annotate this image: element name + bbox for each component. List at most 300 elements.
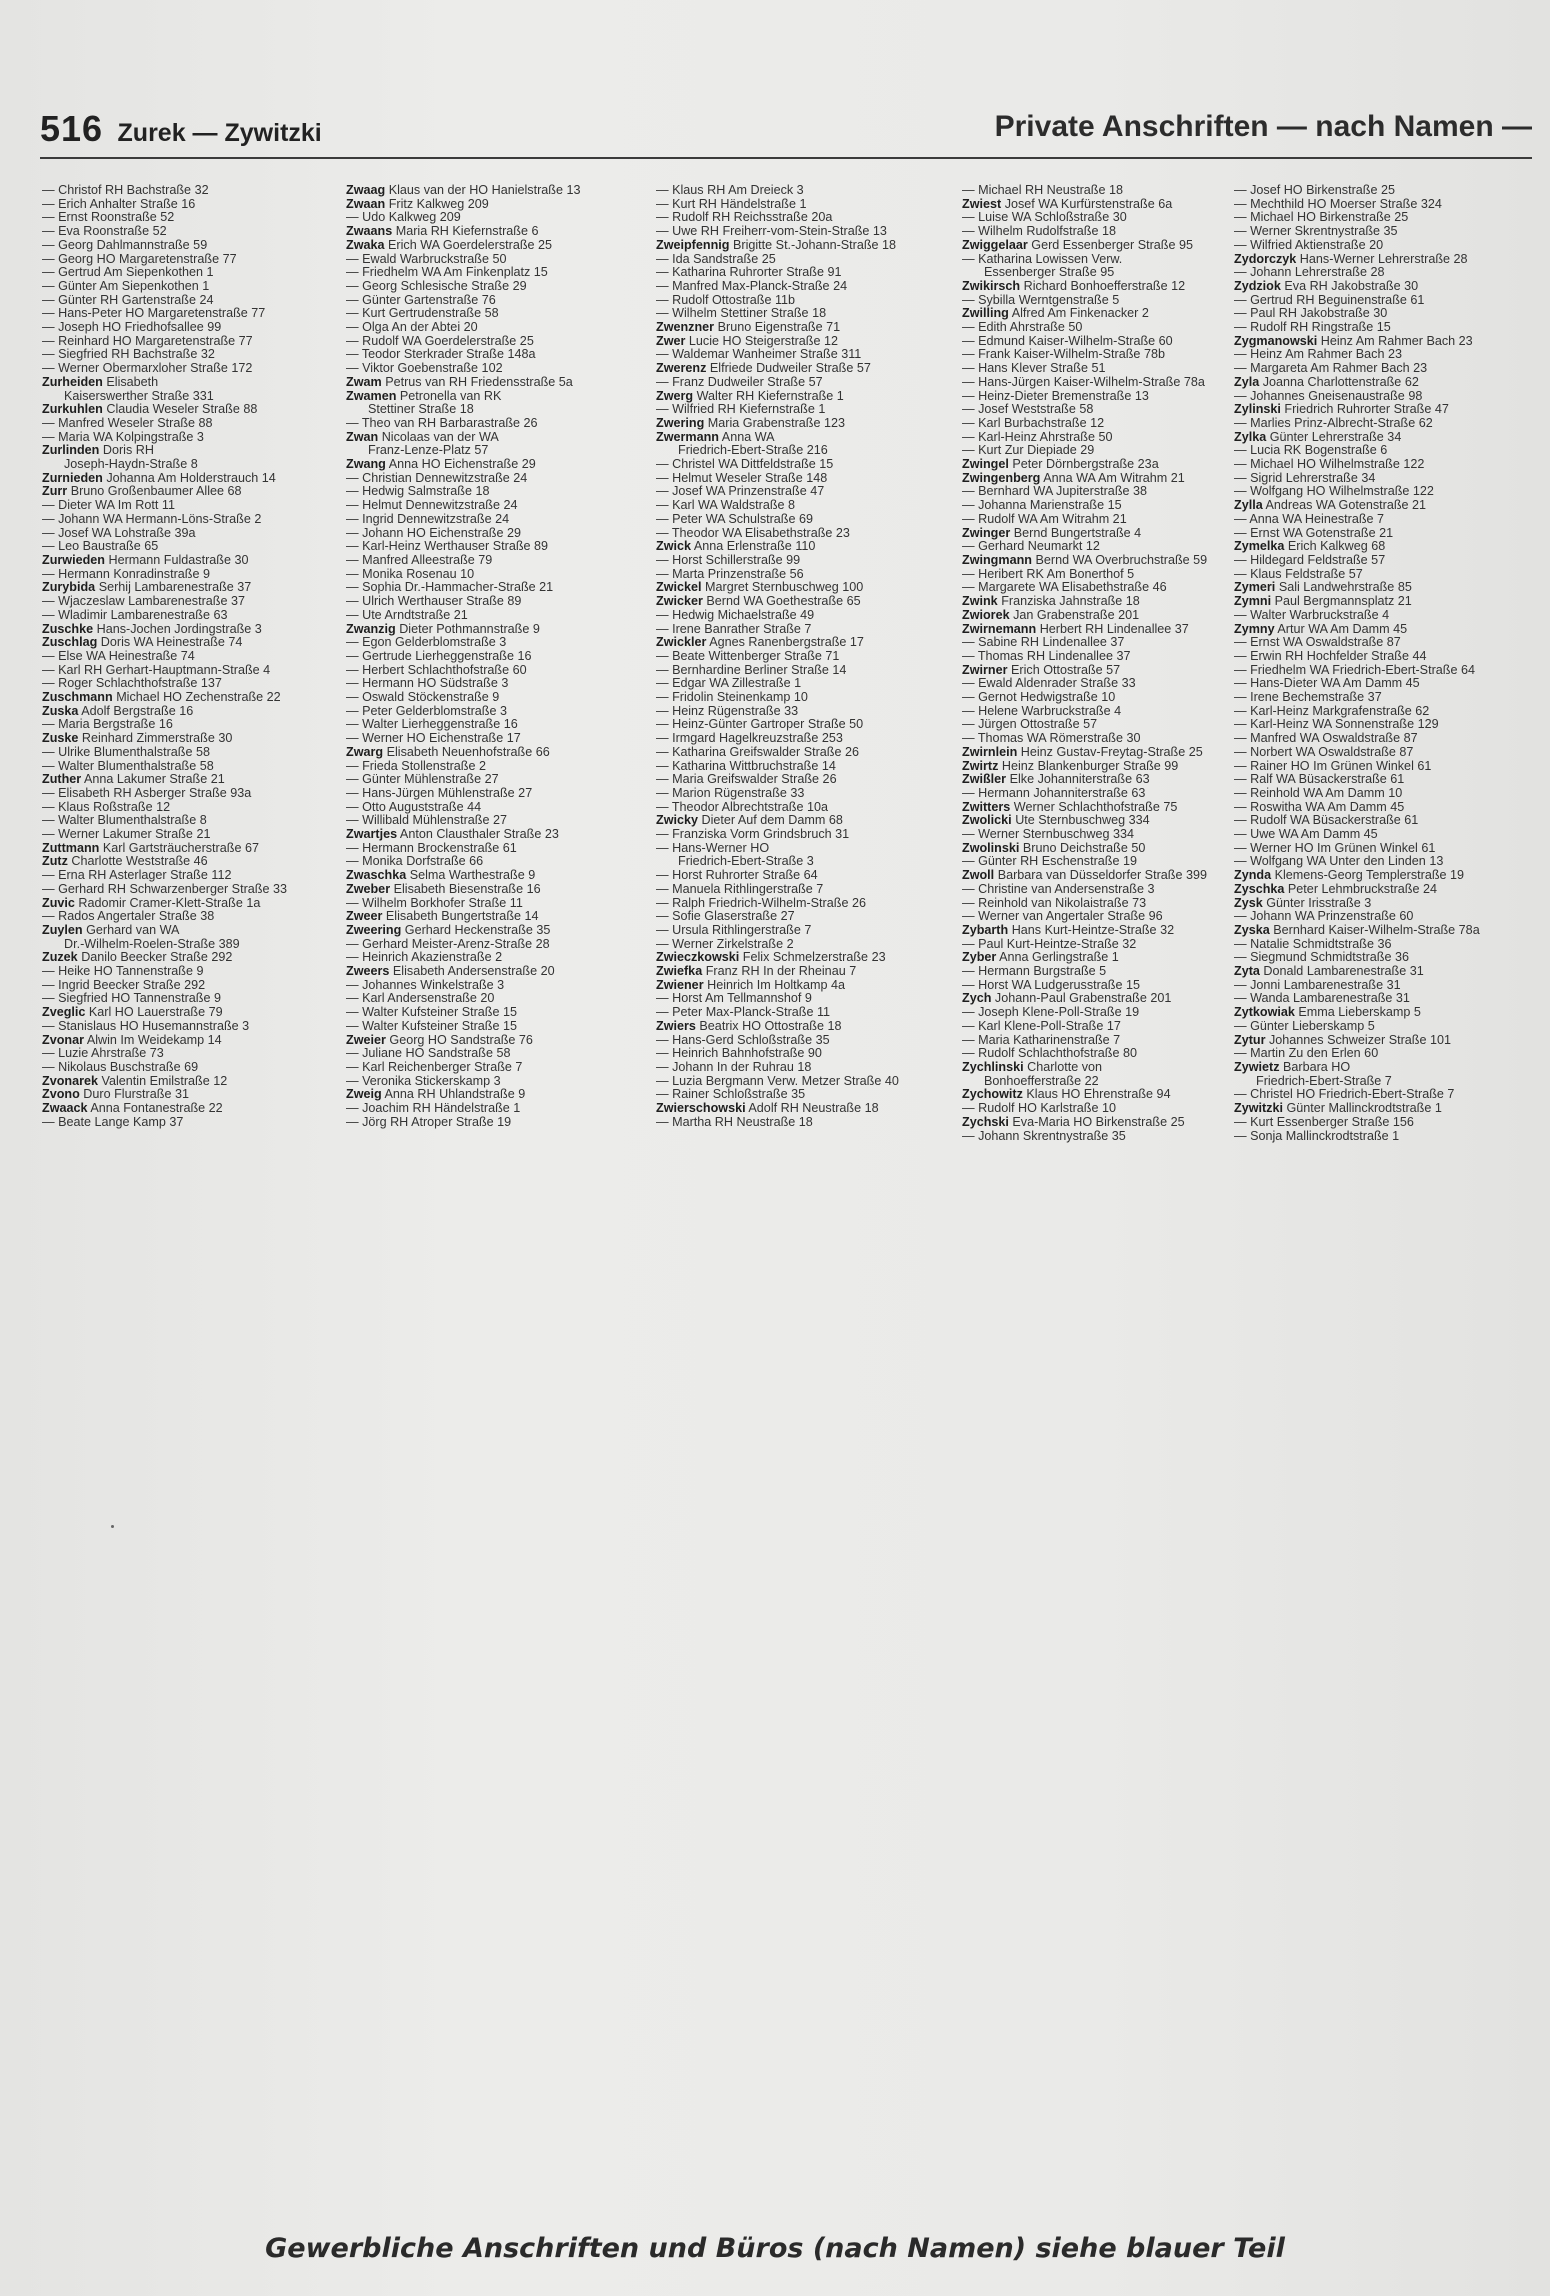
entry-text: Klaus HO Ehrenstraße 94: [1026, 1088, 1171, 1102]
surname-entry: [346, 376, 646, 390]
entry-text: — Udo Kalkweg 209: [346, 211, 461, 225]
entry-text: Franz RH In der Rheinau 7: [705, 965, 857, 979]
entry-text: — Ewald Aldenrader Straße 33: [962, 677, 1136, 691]
entry-text: Elisabeth Biesenstraße 16: [393, 882, 541, 896]
entry-text: Walter RH Kiefernstraße 1: [696, 389, 844, 403]
entry-text: Friedrich Ruhrorter Straße 47: [1284, 403, 1449, 417]
list-item: [656, 897, 956, 911]
entry-text: — Frieda Stollenstraße 2: [346, 759, 486, 773]
entry-text: — Bernhard WA Jupiterstraße 38: [962, 485, 1148, 499]
list-item: [1234, 1075, 1546, 1089]
entry-text: — Klaus Roßstraße 12: [42, 800, 171, 814]
list-item: [346, 417, 646, 431]
surname: Zwaack: [42, 1102, 88, 1116]
entry-text: — Sofie Glaserstraße 27: [656, 910, 795, 924]
list-item: [42, 1116, 342, 1130]
entry-text: Werner Schlachthofstraße 75: [1013, 800, 1178, 814]
list-item: [346, 1061, 646, 1075]
entry-text: — Gerhard Meister-Arenz-Straße 28: [346, 937, 550, 951]
surname: Zygmanowski: [1234, 334, 1318, 348]
list-item: [962, 253, 1262, 267]
entry-text: — Luzia Bergmann Verw. Metzer Straße 40: [656, 1074, 899, 1088]
list-item: [346, 444, 646, 458]
entry-text: — Mechthild HO Moerser Straße 324: [1234, 197, 1442, 211]
surname-entry: [42, 1006, 342, 1020]
entry-text: Barbara van Düsseldorfer Straße 399: [997, 869, 1207, 883]
entry-text: — Ida Sandstraße 25: [656, 252, 776, 266]
entry-text: — Thomas RH Lindenallee 37: [962, 649, 1131, 663]
surname-entry: [962, 842, 1262, 856]
entry-text: — Rudolf WA Am Witrahm 21: [962, 512, 1127, 526]
entry-text: — Maria Bergstraße 16: [42, 718, 173, 732]
entry-text: Anna WA: [721, 430, 775, 444]
entry-text: Franziska Jahnstraße 18: [1001, 595, 1140, 609]
list-item: [1234, 609, 1546, 623]
entry-text: — Walter Blumenthalstraße 58: [42, 759, 214, 773]
list-item: [346, 842, 646, 856]
entry-text: — Ingrid Dennewitzstraße 24: [346, 512, 510, 526]
surname: Zwicker: [656, 595, 703, 609]
surname-entry: [656, 335, 956, 349]
list-item: [962, 403, 1262, 417]
list-item: [962, 1020, 1262, 1034]
surname-entry: [346, 1088, 646, 1102]
list-item: [42, 787, 342, 801]
surname: Zwaans: [346, 225, 393, 239]
surname: Zytur: [1234, 1033, 1266, 1047]
entry-text: — Irmgard Hagelkreuzstraße 253: [656, 732, 843, 746]
list-item: [656, 458, 956, 472]
surname: Zwenzner: [656, 321, 715, 335]
entry-text: — Heinz-Dieter Bremenstraße 13: [962, 389, 1149, 403]
surname: Zwaan: [346, 197, 386, 211]
entry-text: — Walter Kufsteiner Straße 15: [346, 1006, 518, 1020]
list-item: [42, 335, 342, 349]
list-item: [1234, 760, 1546, 774]
list-item: [656, 828, 956, 842]
surname-entry: [1234, 869, 1546, 883]
entry-text: — Uwe WA Am Damm 45: [1234, 828, 1378, 842]
surname-entry: [656, 581, 956, 595]
entry-text: — Manfred Weseler Straße 88: [42, 416, 213, 430]
list-item: [656, 910, 956, 924]
entry-text: — Anna WA Heinestraße 7: [1234, 512, 1385, 526]
surname: Zweier: [346, 1033, 386, 1047]
surname-entry: [42, 924, 342, 938]
list-item: [1234, 664, 1546, 678]
list-item: [346, 691, 646, 705]
list-item: [962, 568, 1262, 582]
entry-text: — Egon Gelderblomstraße 3: [346, 636, 507, 650]
entry-text: — Ursula Rithlingerstraße 7: [656, 923, 812, 937]
entry-text: Anna RH Uhlandstraße 9: [384, 1088, 526, 1102]
surname: Zywietz: [1234, 1061, 1280, 1074]
entry-text: — Sybilla Werntgenstraße 5: [962, 293, 1120, 307]
surname-entry: [42, 581, 342, 595]
entry-text: — Georg Dahlmannstraße 59: [42, 238, 208, 252]
list-item: [346, 568, 646, 582]
surname-entry: [656, 1020, 956, 1034]
entry-text: Radomir Cramer-Klett-Straße 1a: [78, 896, 261, 910]
list-item: [42, 198, 342, 212]
entry-text: Brigitte St.-Johann-Straße 18: [732, 238, 897, 252]
entry-text: Fritz Kalkweg 209: [388, 197, 489, 211]
list-item: [42, 595, 342, 609]
entry-text: Felix Schmelzerstraße 23: [742, 951, 886, 965]
list-item: [346, 718, 646, 732]
entry-text: — Heribert RK Am Bonerthof 5: [962, 567, 1135, 581]
list-item: [346, 513, 646, 527]
surname: Zwartjes: [346, 828, 398, 842]
surname-entry: [42, 951, 342, 965]
list-item: [962, 431, 1262, 445]
list-item: [1234, 650, 1546, 664]
entry-text: — Wilfried RH Kiefernstraße 1: [656, 403, 826, 417]
list-item: [656, 568, 956, 582]
entry-text: — Werner Lakumer Straße 21: [42, 828, 211, 842]
list-item: [346, 540, 646, 554]
surname-entry: [42, 554, 342, 568]
entry-text: — Martin Zu den Erlen 60: [1234, 1047, 1379, 1061]
list-item: [346, 472, 646, 486]
entry-text: — Werner HO Im Grünen Winkel 61: [1234, 841, 1436, 855]
entry-text: Essenberger Straße 95: [984, 266, 1115, 280]
surname: Zutz: [42, 855, 68, 869]
surname-entry: [346, 828, 646, 842]
list-item: [42, 1061, 342, 1075]
surname-entry: [346, 390, 646, 404]
entry-text: — Theodor Albrechtstraße 10a: [656, 800, 828, 814]
surname: Zurnieden: [42, 471, 103, 485]
surname: Zwolinski: [962, 841, 1020, 855]
surname: Zylinski: [1234, 403, 1281, 417]
list-item: [656, 376, 956, 390]
list-item: [346, 1116, 646, 1130]
entry-text: — Georg HO Margaretenstraße 77: [42, 252, 237, 266]
entry-text: — Edith Ahrstraße 50: [962, 321, 1083, 335]
list-item: [346, 855, 646, 869]
entry-text: Bonhoefferstraße 22: [984, 1074, 1099, 1088]
surname-entry: [1234, 581, 1546, 595]
entry-text: — Karl-Heinz Ahrstraße 50: [962, 430, 1113, 444]
surname: Zuzek: [42, 951, 78, 965]
entry-text: — Werner Sternbuschweg 334: [962, 828, 1134, 842]
entry-text: — Wilhelm Rudolfstraße 18: [962, 225, 1116, 239]
list-item: [656, 499, 956, 513]
entry-text: — Hans-Werner HO: [656, 841, 770, 855]
entry-text: Hans-Werner Lehrerstraße 28: [1299, 252, 1468, 266]
list-item: [42, 253, 342, 267]
list-item: [962, 294, 1262, 308]
entry-text: Josef WA Kurfürstenstraße 6a: [1004, 197, 1173, 211]
surname: Zurlinden: [42, 444, 100, 458]
list-item: [656, 1047, 956, 1061]
list-item: [42, 417, 342, 431]
entry-text: — Heinrich Akazienstraße 2: [346, 951, 503, 965]
surname-entry: [42, 485, 342, 499]
list-item: [656, 938, 956, 952]
surname-entry: [42, 897, 342, 911]
surname: Zvonar: [42, 1033, 84, 1047]
surname-entry: [1234, 924, 1546, 938]
entry-text: Margret Sternbuschweg 100: [705, 581, 864, 595]
entry-text: — Ernst WA Oswaldstraße 87: [1234, 636, 1401, 650]
column-2: [346, 184, 646, 1130]
surname: Zychski: [962, 1115, 1009, 1129]
list-item: [1234, 554, 1546, 568]
entry-text: — Werner Zirkelstraße 2: [656, 937, 794, 951]
entry-text: Jan Grabenstraße 201: [1013, 608, 1140, 622]
entry-text: Georg HO Sandstraße 76: [389, 1033, 533, 1047]
list-item: [42, 362, 342, 376]
surname-entry: [656, 321, 956, 335]
entry-text: — Karl-Heinz Markgrafenstraße 62: [1234, 704, 1430, 718]
surname-entry: [962, 458, 1262, 472]
list-item: [656, 403, 956, 417]
list-item: [656, 1075, 956, 1089]
column-1: [42, 184, 342, 1130]
surname: Zwickel: [656, 581, 702, 595]
entry-text: — Stanislaus HO Husemannstraße 3: [42, 1019, 250, 1033]
surname-entry: [656, 965, 956, 979]
entry-text: — Maria WA Kolpingstraße 3: [42, 430, 204, 444]
list-item: [1234, 787, 1546, 801]
list-item: [656, 280, 956, 294]
surname-entry: [346, 458, 646, 472]
surname-entry: [42, 472, 342, 486]
list-item: [962, 266, 1262, 280]
entry-text: Hans-Jochen Jordingstraße 3: [96, 622, 262, 636]
list-item: [1234, 211, 1546, 225]
entry-text: — Rudolf RH Ringstraße 15: [1234, 321, 1391, 335]
list-item: [656, 1006, 956, 1020]
entry-text: Stettiner Straße 18: [368, 403, 474, 417]
list-item: [962, 321, 1262, 335]
entry-text: — Helene Warbruckstraße 4: [962, 704, 1122, 718]
entry-text: — Werner Obermarxloher Straße 172: [42, 362, 253, 376]
surname-entry: [42, 732, 342, 746]
surname-entry: [962, 239, 1262, 253]
list-item: [1234, 691, 1546, 705]
entry-text: Charlotte Weststraße 46: [71, 855, 208, 869]
entry-text: Dieter Auf dem Damm 68: [701, 814, 843, 828]
list-item: [962, 335, 1262, 349]
entry-text: — Christel HO Friedrich-Ebert-Straße 7: [1234, 1088, 1455, 1102]
list-item: [346, 760, 646, 774]
entry-text: — Rudolf WA Büsackerstraße 61: [1234, 814, 1419, 828]
surname: Zuther: [42, 773, 82, 787]
entry-text: — Wjaczeslaw Lambarenestraße 37: [42, 595, 245, 609]
surname: Zwingmann: [962, 553, 1032, 567]
name-range: Zurek — Zywitzki: [117, 119, 322, 147]
entry-text: — Irene Bechemstraße 37: [1234, 691, 1382, 705]
surname: Zuska: [42, 704, 79, 718]
surname-entry: [346, 184, 646, 198]
surname-entry: [346, 225, 646, 239]
entry-text: — Christine van Andersenstraße 3: [962, 882, 1155, 896]
list-item: [346, 294, 646, 308]
list-item: [1234, 773, 1546, 787]
entry-text: — Horst WA Ludgerusstraße 15: [962, 978, 1141, 992]
list-item: [42, 609, 342, 623]
list-item: [962, 910, 1262, 924]
entry-text: Heinz Blankenburger Straße 99: [1001, 759, 1179, 773]
list-item: [42, 307, 342, 321]
entry-text: Elisabeth: [106, 375, 159, 389]
surname: Zuvic: [42, 896, 75, 910]
surname-entry: [42, 623, 342, 637]
entry-text: Bernhard Kaiser-Wilhelm-Straße 78a: [1273, 923, 1480, 937]
surname: Zyschka: [1234, 882, 1285, 896]
list-item: [962, 650, 1262, 664]
entry-text: — Josef Weststraße 58: [962, 403, 1094, 417]
list-item: [1234, 979, 1546, 993]
entry-text: — Eva Roonstraße 52: [42, 225, 167, 239]
entry-text: — Horst Am Tellmannshof 9: [656, 992, 812, 1006]
surname: Zwer: [656, 334, 686, 348]
entry-text: — Christel WA Dittfeldstraße 15: [656, 458, 834, 472]
entry-text: — Ralf WA Büsackerstraße 61: [1234, 773, 1405, 787]
list-item: [42, 211, 342, 225]
entry-text: Doris RH: [102, 444, 154, 458]
list-item: [346, 362, 646, 376]
list-item: [346, 1075, 646, 1089]
surname-entry: [962, 595, 1262, 609]
list-item: [346, 348, 646, 362]
entry-text: Valentin Emilstraße 12: [101, 1074, 228, 1088]
list-item: [42, 677, 342, 691]
entry-text: — Erich Anhalter Straße 16: [42, 197, 196, 211]
surname-entry: [962, 554, 1262, 568]
list-item: [962, 390, 1262, 404]
surname-entry: [1234, 376, 1546, 390]
list-item: [346, 773, 646, 787]
surname: Zweers: [346, 965, 390, 979]
surname: Zwirner: [962, 663, 1008, 677]
list-item: [1234, 472, 1546, 486]
list-item: [346, 485, 646, 499]
entry-text: — Jürgen Ottostraße 57: [962, 718, 1098, 732]
entry-text: Adolf RH Neustraße 18: [748, 1102, 879, 1116]
surname-entry: [346, 924, 646, 938]
entry-text: — Norbert WA Oswaldstraße 87: [1234, 745, 1414, 759]
entry-text: — Hermann Konradinstraße 9: [42, 567, 210, 581]
surname: Zwink: [962, 595, 998, 609]
entry-text: — Peter WA Schulstraße 69: [656, 512, 814, 526]
entry-text: — Michael HO Birkenstraße 25: [1234, 211, 1409, 225]
list-item: [346, 1102, 646, 1116]
entry-text: — Johannes Gneisenaustraße 98: [1234, 389, 1423, 403]
entry-text: Klaus van der HO Hanielstraße 13: [388, 184, 581, 197]
entry-text: — Theodor WA Elisabethstraße 23: [656, 526, 850, 540]
entry-text: — Waldemar Wanheimer Straße 311: [656, 348, 862, 362]
list-item: [42, 458, 342, 472]
list-item: [962, 444, 1262, 458]
entry-text: — Karl Reichenberger Straße 7: [346, 1061, 523, 1074]
entry-text: Günter Lehrerstraße 34: [1269, 430, 1402, 444]
list-item: [346, 527, 646, 541]
entry-text: — Dieter WA Im Rott 11: [42, 499, 175, 513]
surname-entry: [962, 1088, 1262, 1102]
surname: Zyla: [1234, 375, 1260, 389]
list-item: [962, 348, 1262, 362]
surname-entry: [42, 705, 342, 719]
surname-entry: [962, 1061, 1262, 1075]
surname: Zwarg: [346, 745, 384, 759]
surname: Zynda: [1234, 869, 1272, 883]
list-item: [1234, 390, 1546, 404]
list-item: [962, 362, 1262, 376]
entry-text: — Joachim RH Händelstraße 1: [346, 1102, 521, 1116]
surname-entry: [656, 239, 956, 253]
entry-text: — Olga An der Abtei 20: [346, 321, 478, 335]
surname: Zweering: [346, 923, 402, 937]
surname: Zweer: [346, 910, 383, 924]
entry-text: — Gerhard Neumarkt 12: [962, 540, 1100, 554]
list-item: [42, 883, 342, 897]
list-item: [346, 1006, 646, 1020]
footer-note: Gewerbliche Anschriften und Büros (nach Namen) siehe blauer Teil: [265, 2233, 1285, 2264]
surname: Zwam: [346, 375, 382, 389]
list-item: [1234, 444, 1546, 458]
surname: Zwang: [346, 458, 386, 472]
surname: Zuttmann: [42, 841, 100, 855]
surname: Zwerg: [656, 389, 694, 403]
list-item: [42, 225, 342, 239]
entry-text: — Ralph Friedrich-Wilhelm-Straße 26: [656, 896, 866, 910]
surname-entry: [346, 965, 646, 979]
entry-text: — Rudolf RH Reichsstraße 20a: [656, 211, 833, 225]
entry-text: — Luise WA Schloßstraße 30: [962, 211, 1127, 225]
surname: Zwan: [346, 430, 379, 444]
entry-text: — Peter Gelderblomstraße 3: [346, 704, 507, 718]
surname: Zweber: [346, 882, 391, 896]
entry-text: — Peter Max-Planck-Straße 11: [656, 1006, 831, 1020]
list-item: [656, 225, 956, 239]
list-item: [346, 335, 646, 349]
surname-entry: [962, 760, 1262, 774]
entry-text: — Johann HO Eichenstraße 29: [346, 526, 522, 540]
list-item: [42, 513, 342, 527]
list-item: [656, 718, 956, 732]
list-item: [1234, 417, 1546, 431]
entry-text: — Werner van Angertaler Straße 96: [962, 910, 1163, 924]
list-item: [1234, 828, 1546, 842]
list-item: [656, 266, 956, 280]
surname-entry: [962, 746, 1262, 760]
entry-text: — Roswitha WA Am Damm 45: [1234, 800, 1405, 814]
entry-text: Erich WA Goerdelerstraße 25: [388, 238, 553, 252]
entry-text: Anton Clausthaler Straße 23: [399, 828, 559, 842]
entry-text: Emma Lieberskamp 5: [1298, 1006, 1421, 1020]
list-item: [962, 485, 1262, 499]
entry-text: — Klaus RH Am Dreieck 3: [656, 184, 804, 197]
entry-text: Joanna Charlottenstraße 62: [1262, 375, 1419, 389]
list-item: [962, 376, 1262, 390]
entry-text: Hans Kurt-Heintze-Straße 32: [1011, 923, 1175, 937]
entry-text: Bruno Großenbaumer Allee 68: [70, 485, 242, 499]
list-item: [42, 718, 342, 732]
list-item: [42, 294, 342, 308]
list-item: [42, 814, 342, 828]
list-item: [42, 540, 342, 554]
surname: Zwirnemann: [962, 622, 1037, 636]
entry-text: Duro Flurstraße 31: [83, 1088, 189, 1102]
entry-text: Anna Erlenstraße 110: [693, 540, 816, 554]
surname-entry: [1234, 1034, 1546, 1048]
surname: Zvonarek: [42, 1074, 98, 1088]
entry-text: — Wanda Lambarenestraße 31: [1234, 992, 1410, 1006]
